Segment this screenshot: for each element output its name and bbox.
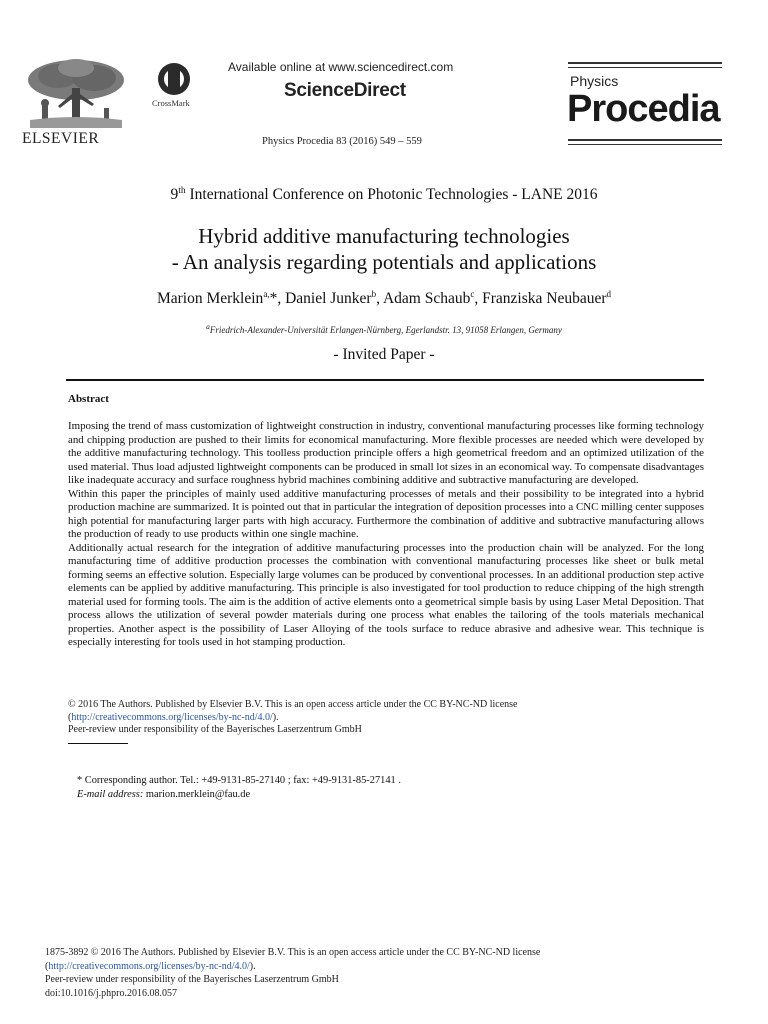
affiliation-text: Friedrich-Alexander-Universität Erlangen-Nürnberg, Egerlandstr. 13, 91058 Erlangen, Germany <box>209 325 562 335</box>
abstract-divider <box>66 379 704 381</box>
license-link[interactable]: http://creativecommons.org/licenses/by-nc-nd/4.0/ <box>71 711 273 723</box>
abstract-paragraph: Imposing the trend of mass customization of lightweight construction in industry, conventional manufacturing processes like forming technology and chipping production are pushed to their limits for economical manufacturing. More flexible processes are needed which were developed by the additive manufacturing technology. This toolless production principle offers a high geometrical freedom and an optimized utilization of the used material. Thus load adjusted lightweight components can be produced in small lot sizes in an economical way. To compensate disadvantages like inadequate accuracy and surface roughness hybrid machines combining additive and subtractive manufacturing are developed. <box>68 420 704 486</box>
conference-name: International Conference on Photonic Technologies - LANE 2016 <box>185 186 598 204</box>
footer-issn-line: 1875-3892 © 2016 The Authors. Published by Elsevier B.V. This is an open access article under the CC BY-NC-ND license <box>45 947 541 958</box>
license-line <box>68 712 688 725</box>
page-footer <box>45 946 725 1000</box>
elsevier-wordmark: ELSEVIER <box>22 130 100 147</box>
author-name: Franziska Neubauer <box>482 290 607 308</box>
corresponding-author-note <box>77 774 401 802</box>
author-separator: *, <box>269 290 286 308</box>
corresponding-author-contact: * Corresponding author. Tel.: +49-9131-85-27140 ; fax: +49-9131-85-27141 . <box>77 775 401 786</box>
footer-doi[interactable]: doi:10.1016/j.phpro.2016.08.057 <box>45 987 177 999</box>
footer-license-link[interactable]: http://creativecommons.org/licenses/by-nc-nd/4.0/ <box>48 960 250 972</box>
footer-license-line <box>45 960 725 974</box>
abstract-paragraph: Additionally actual research for the integration of additive manufacturing processes into the production chain will be analyzed. For the long manufacturing time of additive production processes the combination with conventional manufacturing processes like sheet or bulk metal forming seems an effective solution. Especially large volumes can be produced by conventional processes. In an additional production step active elements can be applied by additive manufacturing. This principle is also investigated for tool production to reduce chipping of the high strength material used for forming tools. The aim is the addition of active elements onto a geometrical simple basis by using Laser Metal Deposition. That process allows the utilization of several powder materials during one process what enables the tailoring of the tools materials mechanical properties. Another aspect is the possibility of Laser Alloying of the tools surface to reduce abrasive and adhesive wear. This technique is especially interesting for tools used in hot stamping production. <box>68 541 704 648</box>
affiliation-mark: a <box>206 322 210 331</box>
email-line <box>77 788 401 802</box>
affiliation <box>0 322 768 335</box>
license-link-open: ( <box>68 711 72 723</box>
author-affil-mark: c <box>470 289 475 299</box>
conference-line <box>0 186 768 204</box>
email-address[interactable]: marion.merklein@fau.de <box>143 789 251 800</box>
procedia-bottom-rule-thin <box>568 144 722 145</box>
journal-reference: Physics Procedia 83 (2016) 549 – 559 <box>262 136 422 147</box>
available-online-text: Available online at www.sciencedirect.com <box>228 60 454 74</box>
abstract-heading: Abstract <box>68 393 109 405</box>
author-name: Marion Merklein <box>156 290 264 308</box>
conference-ordinal-suffix: th <box>178 186 186 196</box>
footer-link-open: ( <box>45 960 49 972</box>
invited-paper-label: - Invited Paper - <box>333 346 435 363</box>
author-list <box>0 289 768 308</box>
abstract-paragraph: Within this paper the principles of mainly used additive manufacturing processes of metals and their possibility to be integrated into a hybrid production machine are summarized. It is pointed out that in particular the integration of deposition processes into a CNC milling center supposes high potential for manufacturing larger parts with high accuracy. Furthermore the combination of additive and subtractive manufacturing allows the production of ready to use products within one single machine. <box>68 487 704 540</box>
procedia-bottom-rule <box>568 139 722 141</box>
footer-peer-review: Peer-review under responsibility of the Bayerisches Laserzentrum GmbH <box>45 974 339 985</box>
footer-link-close: ). <box>249 960 256 972</box>
crossmark-label: CrossMark <box>152 98 190 108</box>
abstract-body <box>68 420 704 650</box>
sciencedirect-wordmark: ScienceDirect <box>284 80 406 101</box>
peer-review-line: Peer-review under responsibility of the Bayerisches Laserzentrum GmbH <box>68 724 362 735</box>
author-affil-mark: d <box>606 289 612 299</box>
email-label: E-mail address: <box>77 789 144 800</box>
author-affil-mark: a, <box>263 289 270 299</box>
paper-title-line1: Hybrid additive manufacturing technologies <box>198 224 570 248</box>
copyright-line: © 2016 The Authors. Published by Elsevier B.V. This is an open access article under the CC BY-NC-ND license <box>68 699 518 710</box>
author-separator: , <box>376 290 383 308</box>
author-separator: , <box>474 290 483 308</box>
procedia-top-rule <box>568 62 722 64</box>
author-name: Daniel Junker <box>285 290 372 308</box>
procedia-wordmark: Procedia <box>567 88 720 130</box>
footnote-divider <box>68 743 128 744</box>
author-affil-mark: b <box>371 289 377 299</box>
conference-ordinal: 9 <box>170 186 179 204</box>
paper-title-line2: - An analysis regarding potentials and applications <box>171 250 597 274</box>
journal-series-label: Physics <box>570 73 619 89</box>
copyright-notice <box>68 699 688 737</box>
license-link-close: ). <box>272 711 279 723</box>
procedia-top-rule-thin <box>568 67 722 68</box>
author-name: Adam Schaub <box>382 290 471 308</box>
